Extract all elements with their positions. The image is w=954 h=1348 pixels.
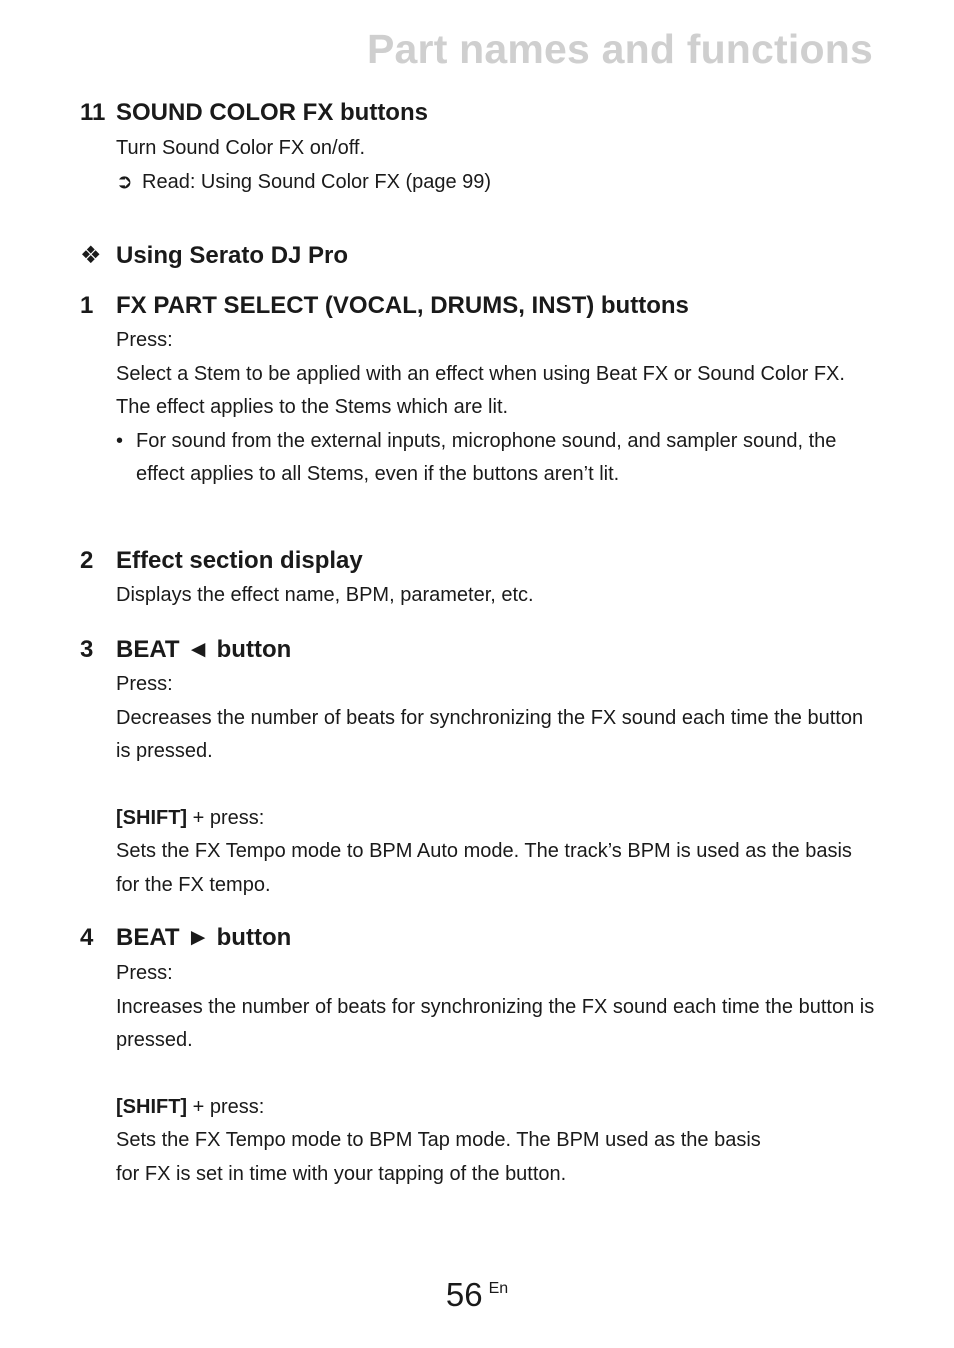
item-number: 1 xyxy=(80,292,94,319)
item-number: 3 xyxy=(80,636,94,663)
item-3-body xyxy=(116,668,876,902)
item-2-heading xyxy=(80,546,363,576)
shift-press-label xyxy=(116,802,876,836)
diamond-icon: ❖ xyxy=(80,242,102,269)
item-title: FX PART SELECT (VOCAL, DRUMS, INST) buttons xyxy=(116,292,689,319)
page-footer xyxy=(0,1276,954,1314)
shift-press-text: + press: xyxy=(187,1095,265,1118)
item-title: BEAT ► button xyxy=(116,924,292,951)
description: Select a Stem to be applied with an effect when using Beat FX or Sound Color FX. xyxy=(116,362,845,385)
item-number: 11 xyxy=(80,99,106,126)
description: The effect applies to the Stems which are lit. xyxy=(116,396,509,418)
description: Increases the number of beats for synchronizing the FX sound each time the button is pressed. xyxy=(116,995,875,1051)
item-1-heading xyxy=(80,291,689,321)
page-number: 56 xyxy=(445,1276,483,1313)
bullet-item xyxy=(116,425,876,492)
reference-text: Read: Using Sound Color FX (page 99) xyxy=(142,170,492,193)
item-4-heading xyxy=(80,923,291,953)
item-title: Effect section display xyxy=(116,547,363,574)
description: for FX is set in time with your tapping of the button. xyxy=(116,1162,567,1185)
page-header-title: Part names and functions xyxy=(366,26,873,72)
shift-press-text: + press: xyxy=(187,806,265,829)
item-4-body xyxy=(116,957,876,1191)
arrow-icon: ➲ xyxy=(116,170,133,193)
description: Sets the FX Tempo mode to BPM Tap mode. The BPM used as the basis xyxy=(116,1129,761,1151)
item-1-body xyxy=(116,324,876,492)
description: Sets the FX Tempo mode to BPM Auto mode. The track’s BPM is used as the basis for the FX tempo. xyxy=(116,840,852,896)
shift-key-label: [SHIFT] xyxy=(116,806,188,829)
section-title: Using Serato DJ Pro xyxy=(116,242,349,269)
press-label: Press: xyxy=(116,329,173,351)
item-number: 4 xyxy=(80,924,94,951)
shift-key-label: [SHIFT] xyxy=(116,1095,188,1118)
item-11-body xyxy=(116,132,876,199)
item-2-body xyxy=(116,579,876,613)
language-code: En xyxy=(488,1280,509,1297)
bullet-text: For sound from the external inputs, microphone sound, and sampler sound, the effect applies to all Stems, even if the buttons aren’t lit. xyxy=(136,429,837,485)
press-label: Press: xyxy=(116,673,173,695)
description: Displays the effect name, BPM, parameter, etc. xyxy=(116,584,534,606)
bullet-icon: • xyxy=(116,429,124,452)
item-11-heading xyxy=(80,98,428,128)
description: Decreases the number of beats for synchronizing the FX sound each time the button is pressed. xyxy=(116,706,864,762)
item-title: SOUND COLOR FX buttons xyxy=(116,99,428,126)
press-label: Press: xyxy=(116,962,173,984)
shift-press-label xyxy=(116,1091,876,1125)
item-3-heading xyxy=(80,635,291,665)
description: Turn Sound Color FX on/off. xyxy=(116,137,366,159)
serato-section-heading xyxy=(80,241,348,271)
item-number: 2 xyxy=(80,547,94,574)
reference-line xyxy=(116,166,876,200)
item-title: BEAT ◄ button xyxy=(116,636,292,663)
